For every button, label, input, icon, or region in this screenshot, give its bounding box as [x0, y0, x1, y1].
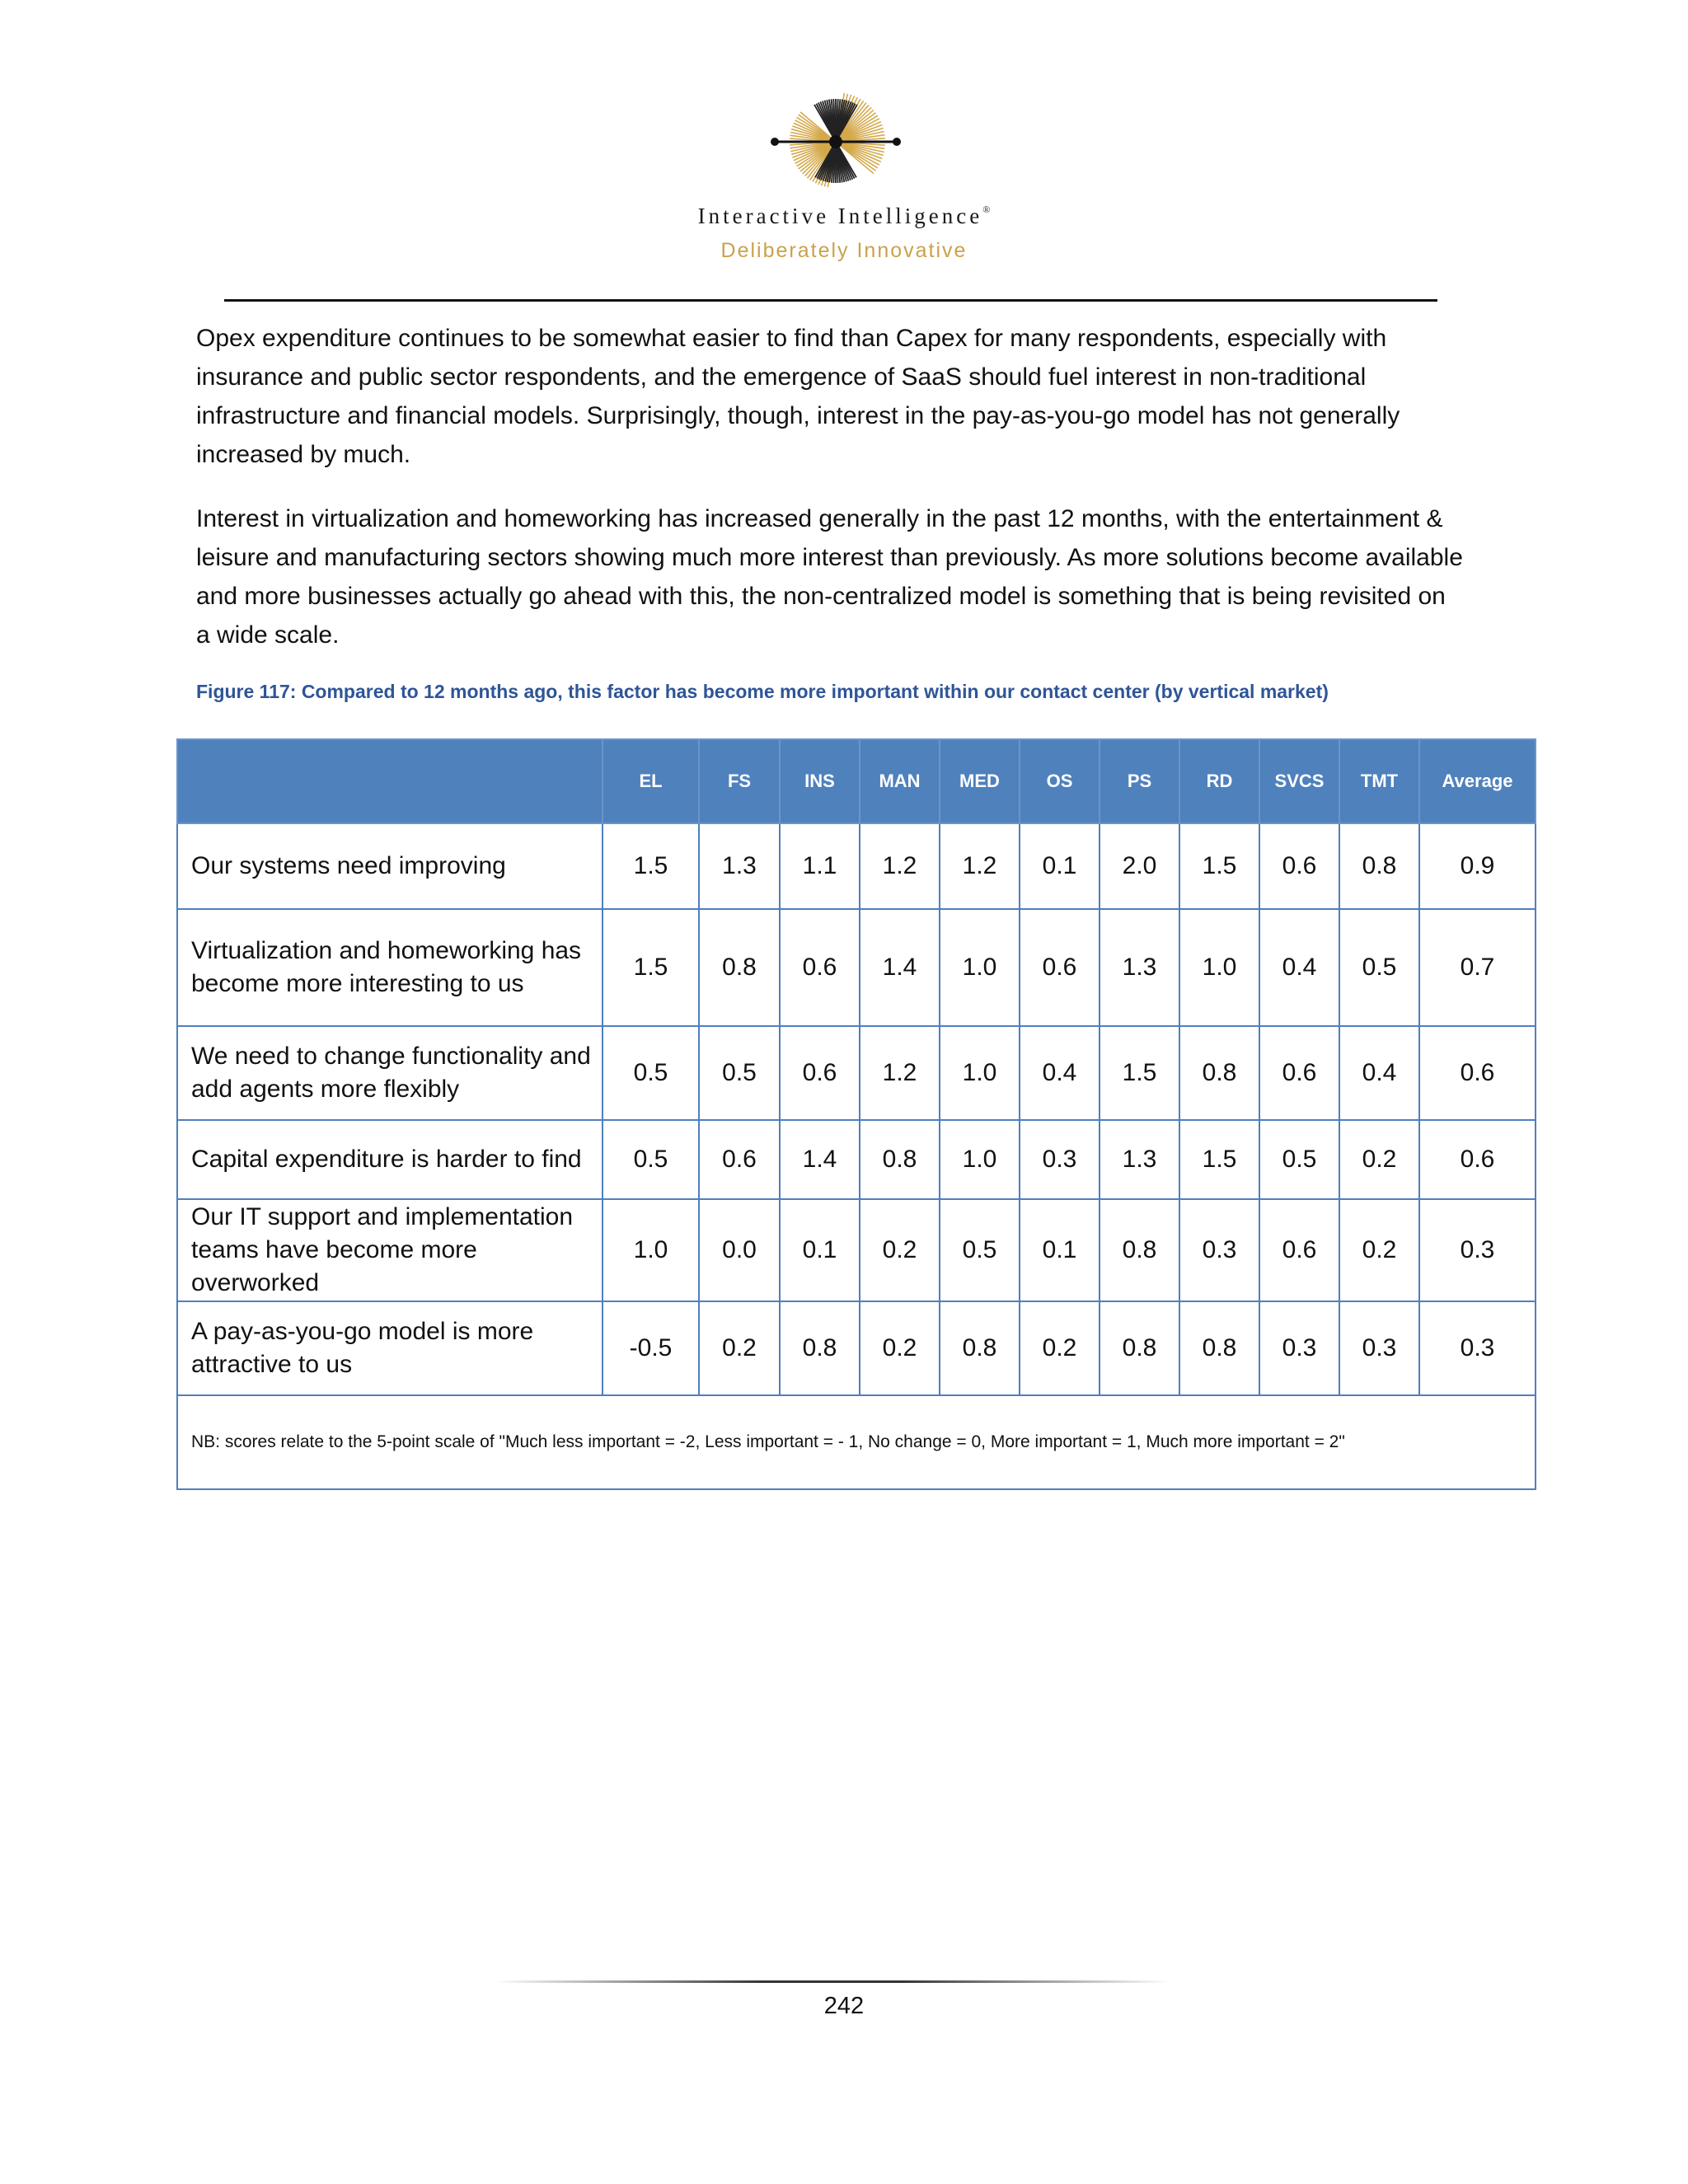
- value-cell: 0.8: [1339, 823, 1419, 909]
- header-divider: [224, 299, 1437, 302]
- row-label: Our IT support and implementation teams have become more overworked: [177, 1199, 603, 1301]
- value-cell: 0.8: [780, 1301, 860, 1395]
- row-label: Our systems need improving: [177, 823, 603, 909]
- value-cell: 0.2: [860, 1301, 940, 1395]
- header-cell-fs: FS: [699, 739, 780, 823]
- table-row: [177, 823, 1536, 909]
- value-cell: 0.1: [1020, 823, 1100, 909]
- value-cell: 1.5: [1179, 823, 1259, 909]
- header-cell-average: Average: [1419, 739, 1536, 823]
- row-label: We need to change functionality and add agents more flexibly: [177, 1026, 603, 1120]
- value-cell: 0.3: [1179, 1199, 1259, 1301]
- value-cell: 1.0: [940, 1026, 1020, 1120]
- value-cell: 0.4: [1339, 1026, 1419, 1120]
- table-row: [177, 1120, 1536, 1199]
- table-row: [177, 1199, 1536, 1301]
- header-cell-ps: PS: [1100, 739, 1179, 823]
- value-cell: 1.4: [780, 1120, 860, 1199]
- table-note-row: [177, 1395, 1536, 1489]
- value-cell: 0.8: [860, 1120, 940, 1199]
- value-cell: 1.3: [699, 823, 780, 909]
- value-cell: 0.8: [1179, 1301, 1259, 1395]
- value-cell: 1.0: [1179, 909, 1259, 1026]
- value-cell: 0.8: [1179, 1026, 1259, 1120]
- value-cell: 0.6: [1419, 1026, 1536, 1120]
- value-cell: 0.1: [780, 1199, 860, 1301]
- value-cell: 0.6: [780, 1026, 860, 1120]
- value-cell: 0.1: [1020, 1199, 1100, 1301]
- value-cell: 0.3: [1259, 1301, 1339, 1395]
- value-cell: 1.5: [1179, 1120, 1259, 1199]
- value-cell: 0.2: [1020, 1301, 1100, 1395]
- value-cell: 0.6: [780, 909, 860, 1026]
- table-header-row: [177, 739, 1536, 823]
- row-label: A pay-as-you-go model is more attractive to us: [177, 1301, 603, 1395]
- row-label: Capital expenditure is harder to find: [177, 1120, 603, 1199]
- value-cell: 1.0: [603, 1199, 699, 1301]
- row-label: Virtualization and homeworking has become more interesting to us: [177, 909, 603, 1026]
- table-row: [177, 1301, 1536, 1395]
- header-cell-tmt: TMT: [1339, 739, 1419, 823]
- table-note: NB: scores relate to the 5-point scale of "Much less important = -2, Less important = - 1, No change = 0, More important = 1, Much more important = 2": [177, 1395, 1536, 1489]
- value-cell: 0.6: [1020, 909, 1100, 1026]
- figure-caption: Figure 117: Compared to 12 months ago, this factor has become more important within our contact center (by vertical market): [196, 681, 1329, 702]
- value-cell: 0.8: [699, 909, 780, 1026]
- value-cell: 0.3: [1419, 1301, 1536, 1395]
- value-cell: 1.2: [860, 1026, 940, 1120]
- value-cell: 0.3: [1020, 1120, 1100, 1199]
- value-cell: 1.4: [860, 909, 940, 1026]
- value-cell: -0.5: [603, 1301, 699, 1395]
- value-cell: 0.5: [603, 1120, 699, 1199]
- table-row: [177, 909, 1536, 1026]
- value-cell: 0.0: [699, 1199, 780, 1301]
- tagline: Deliberately Innovative: [720, 239, 968, 262]
- value-cell: 0.8: [940, 1301, 1020, 1395]
- header-cell-svcs: SVCS: [1259, 739, 1339, 823]
- brand-name: Interactive Intelligence®: [697, 204, 991, 228]
- value-cell: 1.0: [940, 1120, 1020, 1199]
- value-cell: 1.5: [603, 823, 699, 909]
- header-cell-man: MAN: [860, 739, 940, 823]
- value-cell: 0.4: [1259, 909, 1339, 1026]
- value-cell: 0.2: [1339, 1199, 1419, 1301]
- value-cell: 0.6: [1259, 823, 1339, 909]
- value-cell: 0.7: [1419, 909, 1536, 1026]
- header-cell-rd: RD: [1179, 739, 1259, 823]
- value-cell: 0.5: [699, 1026, 780, 1120]
- value-cell: 1.5: [603, 909, 699, 1026]
- value-cell: 0.8: [1100, 1301, 1179, 1395]
- table-row: [177, 1026, 1536, 1120]
- value-cell: 1.3: [1100, 1120, 1179, 1199]
- value-cell: 0.5: [1259, 1120, 1339, 1199]
- value-cell: 0.2: [1339, 1120, 1419, 1199]
- value-cell: 0.4: [1020, 1026, 1100, 1120]
- value-cell: 0.6: [1419, 1120, 1536, 1199]
- value-cell: 0.5: [1339, 909, 1419, 1026]
- value-cell: 1.2: [860, 823, 940, 909]
- value-cell: 0.6: [699, 1120, 780, 1199]
- radial-fan-logo-icon: [762, 89, 910, 196]
- value-cell: 0.2: [699, 1301, 780, 1395]
- value-cell: 1.2: [940, 823, 1020, 909]
- value-cell: 1.1: [780, 823, 860, 909]
- value-cell: 0.3: [1419, 1199, 1536, 1301]
- value-cell: 1.5: [1100, 1026, 1179, 1120]
- value-cell: 0.6: [1259, 1026, 1339, 1120]
- footer-divider: [495, 1980, 1170, 1983]
- value-cell: 1.0: [940, 909, 1020, 1026]
- value-cell: 0.5: [603, 1026, 699, 1120]
- value-cell: 0.6: [1259, 1199, 1339, 1301]
- value-cell: 0.5: [940, 1199, 1020, 1301]
- value-cell: 0.9: [1419, 823, 1536, 909]
- vertical-market-table: [176, 738, 1536, 1490]
- header-cell-el: EL: [603, 739, 699, 823]
- value-cell: 1.3: [1100, 909, 1179, 1026]
- paragraph-opex: Opex expenditure continues to be somewhat easier to find than Capex for many respondents, especially with insurance and public sector respondents, and the emergence of SaaS should fuel interest in non-traditional infrastructure and financial models. Surprisingly, though, interest in the pay-as-you-go model has not generally increased by much.: [196, 325, 1400, 468]
- header-cell-med: MED: [940, 739, 1020, 823]
- header-cell-blank: [177, 739, 603, 823]
- paragraph-virtualization: Interest in virtualization and homeworking has increased generally in the past 12 months, with the entertainment & leisure and manufacturing sectors showing much more interest than previously. As more solutions become available and more businesses actually go ahead with this, the non-centralized model is something that is being revisited on a wide scale.: [196, 505, 1463, 649]
- value-cell: 0.8: [1100, 1199, 1179, 1301]
- header-cell-os: OS: [1020, 739, 1100, 823]
- page-number: 242: [823, 1993, 865, 2019]
- value-cell: 0.3: [1339, 1301, 1419, 1395]
- value-cell: 0.2: [860, 1199, 940, 1301]
- value-cell: 2.0: [1100, 823, 1179, 909]
- header-cell-ins: INS: [780, 739, 860, 823]
